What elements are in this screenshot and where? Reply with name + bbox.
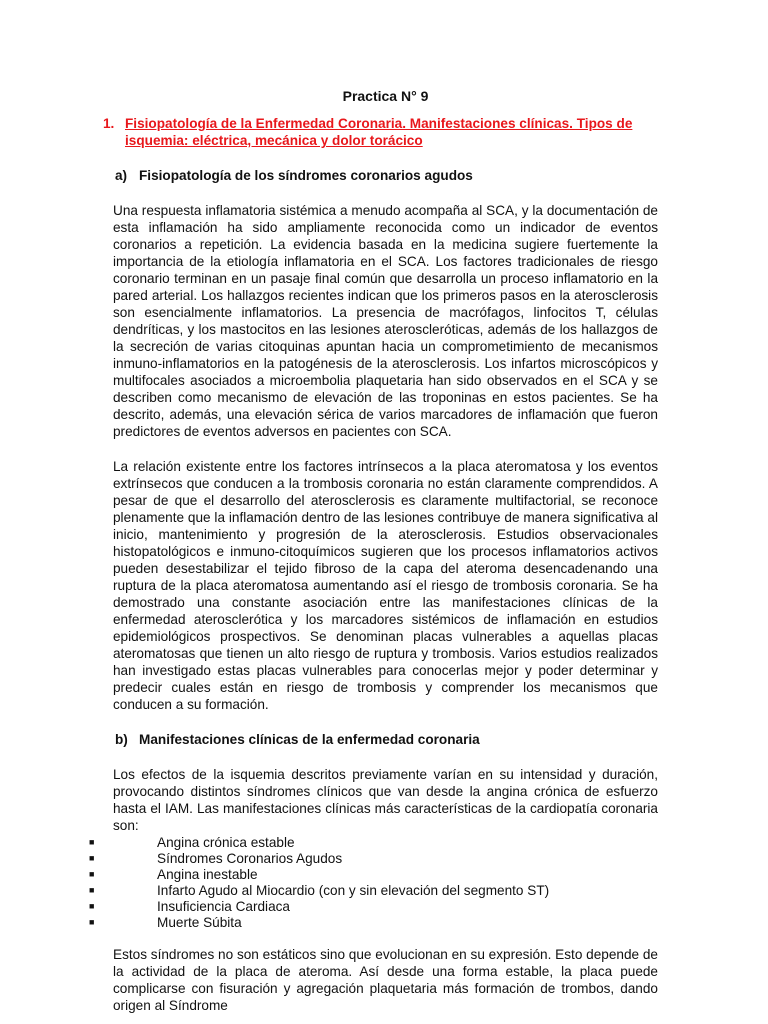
subsection-a-title: Fisiopatología de los síndromes coronarios agudos	[139, 168, 473, 183]
paragraph-syndrome-evolution: Estos síndromes no son estáticos sino que evolucionan en su expresión. Esto depende de la actividad de la placa de ateroma. Así desde una forma estable, la placa puede complicarse con fisuración y agregación plaquetaria más formación de trombos, dando origen al Síndrome	[113, 947, 658, 1013]
section-1-heading	[103, 115, 658, 149]
list-item-label: Angina inestable	[157, 867, 258, 882]
list-item-label: Muerte Súbita	[157, 915, 242, 930]
square-bullet-icon: ■	[89, 869, 95, 879]
paragraph-inflammation: Una respuesta inflamatoria sistémica a menudo acompaña al SCA, y la documentación de esta inflamación ha sido ampliamente reconocida como un indicador de eventos coronarios a repetición. La evidencia basada en la medicina sugiere fuertemente la importancia de la etiología inflamatoria en el SCA. Los factores tradicionales de riesgo coronario terminan en un pasaje final común que desarrolla un proceso inflamatorio en la pared arterial. Los hallazgos recientes indican que los primeros pasos en la aterosclerosis son esencialmente inflamatorios. La presencia de macrófagos, linfocitos T, células dendríticas, y los mastocitos en las lesiones ateroscleróticas, además de los hallazgos de la secreción de varias citoquinas apuntan hacia un comprometimiento de mecanismos inmuno-inflamatorios en la patogénesis de la aterosclerosis. Los infartos microscópicos y multifocales asociados a microembolia plaquetaria han sido observados en el SCA y se describen como mecanismo de elevación de las troponinas en estos pacientes. Se ha descrito, además, una elevación sérica de varios marcadores de inflamación que fueron predictores de eventos adversos en pacientes con SCA.	[113, 203, 658, 439]
page-title: Practica N° 9	[342, 88, 429, 104]
square-bullet-icon: ■	[89, 885, 95, 895]
list-item-label: Infarto Agudo al Miocardio (con y sin elevación del segmento ST)	[157, 883, 550, 898]
subsection-a-heading	[115, 167, 658, 184]
square-bullet-icon: ■	[89, 837, 95, 847]
square-bullet-icon: ■	[89, 853, 95, 863]
section-1-title: Fisiopatología de la Enfermedad Coronaria. Manifestaciones clínicas. Tipos de isquemia: eléctrica, mecánica y dolor torácico	[125, 116, 633, 148]
paragraph-plaque-relation: La relación existente entre los factores intrínsecos a la placa ateromatosa y los eventos extrínsecos que conducen a la trombosis coronaria no están claramente comprendidos. A pesar de que el desarrollo del aterosclerosis es claramente multifactorial, se reconoce plenamente que la inflamación dentro de las lesiones contribuye de manera significativa al inicio, mantenimiento y progresión de la aterosclerosis. Estudios observacionales histopatológicos e inmuno-citoquímicos sugieren que los procesos inflamatorios activos pueden desestabilizar el tejido fibroso de la capa del ateroma desencadenando una ruptura de la placa ateromatosa aumentando así el riesgo de trombosis coronaria. Se ha demostrado una constante asociación entre las manifestaciones clínicas de la enfermedad aterosclerótica y los marcadores sistémicos de inflamación en estudios epidemiológicos prospectivos. Se denominan placas vulnerables a aquellas placas ateromatosas que tienen un alto riesgo de ruptura y trombosis. Varios estudios realizados han investigado estas placas vulnerables para conocerlas mejor y poder determinar y predecir cuales están en riesgo de trombosis y comprender los mecanismos que conducen a su formación.	[113, 459, 658, 712]
subsection-b-title: Manifestaciones clínicas de la enfermedad coronaria	[139, 732, 480, 747]
square-bullet-icon: ■	[89, 917, 95, 927]
subsection-a-letter: a)	[115, 168, 128, 183]
paragraph-ischemia-intro: Los efectos de la isquemia descritos previamente varían en su intensidad y duración, provocando distintos síndromes clínicos que van desde la angina crónica de esfuerzo hasta el IAM. Las manifestaciones clínicas más características de la cardiopatía coronaria son:	[113, 767, 658, 833]
list-item-label: Insuficiencia Cardiaca	[157, 899, 290, 914]
list-item-label: Síndromes Coronarios Agudos	[157, 851, 343, 866]
clinical-manifestations-list	[89, 834, 658, 930]
list-item	[89, 834, 658, 850]
section-1-number: 1.	[103, 116, 115, 131]
list-item	[89, 850, 658, 866]
list-item	[89, 914, 658, 930]
subsection-b-letter: b)	[115, 732, 128, 747]
list-item	[89, 898, 658, 914]
subsection-b-heading	[115, 731, 658, 748]
list-item-label: Angina crónica estable	[157, 835, 295, 850]
square-bullet-icon: ■	[89, 901, 95, 911]
list-item	[89, 866, 658, 882]
list-item	[89, 882, 658, 898]
